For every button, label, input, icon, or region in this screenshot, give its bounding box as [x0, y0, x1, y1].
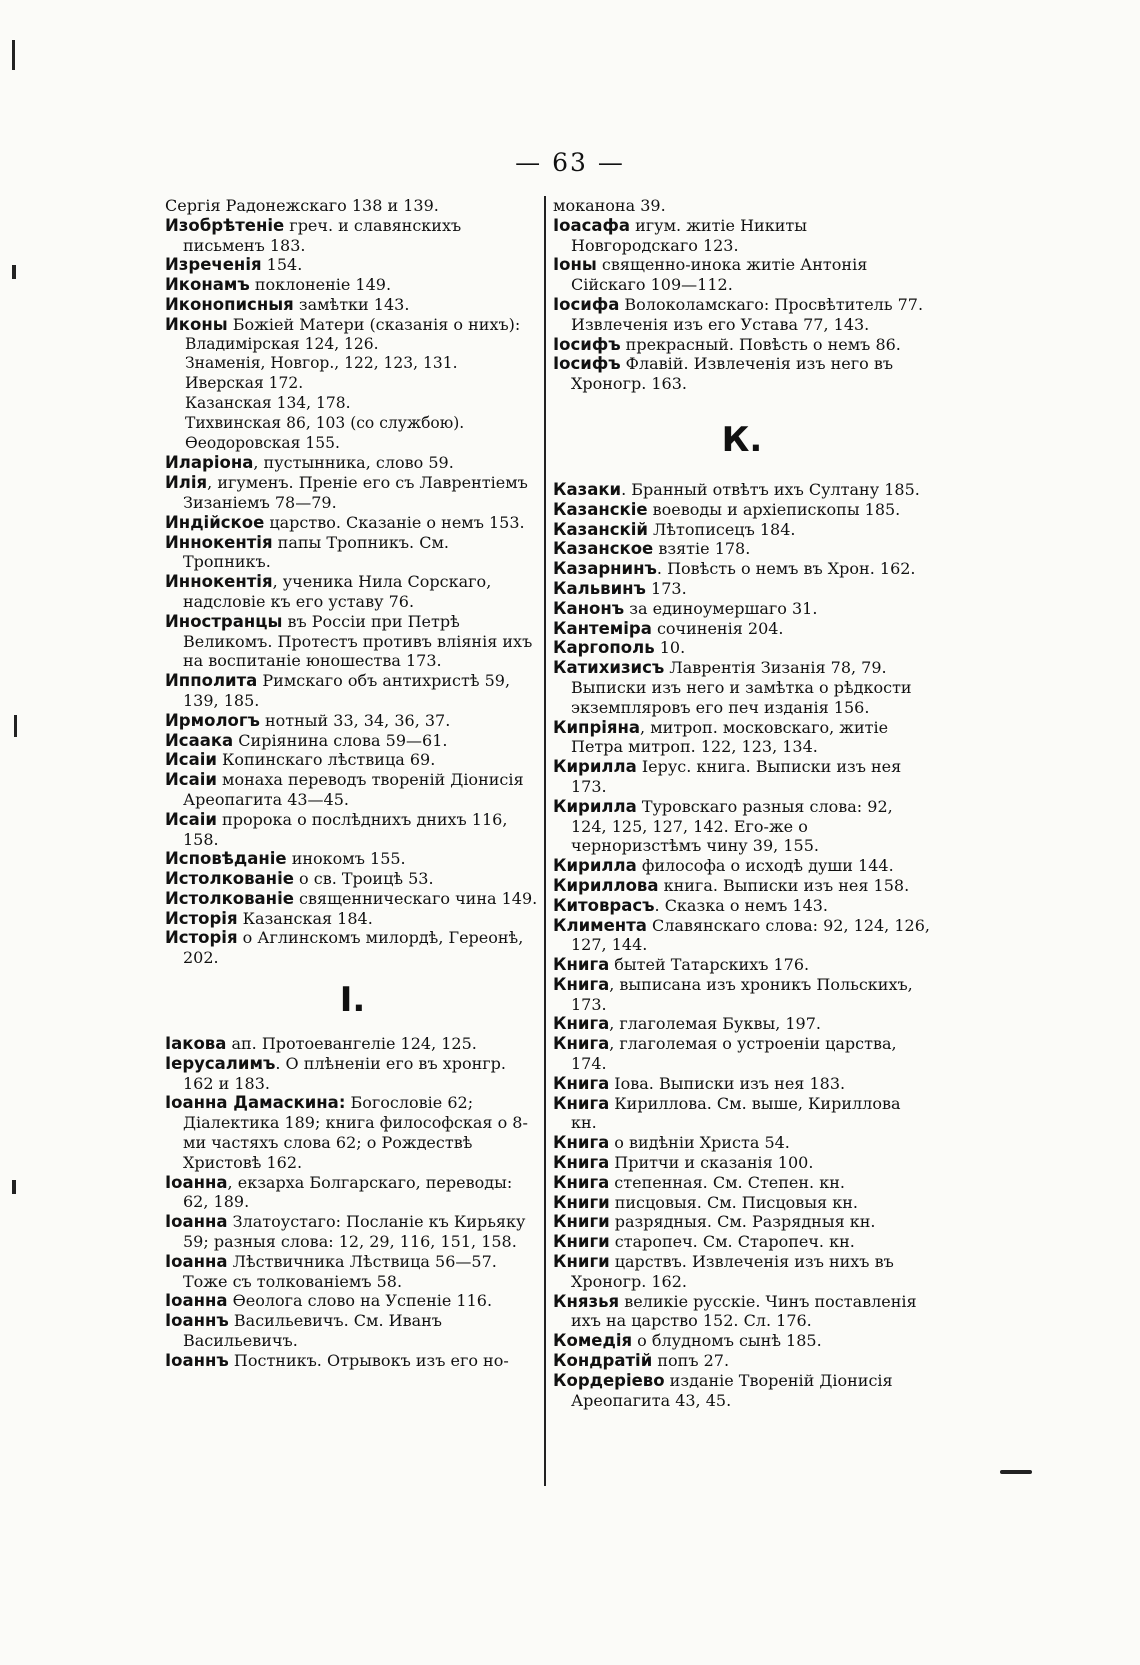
entry-text: сочиненія 204.	[651, 618, 784, 638]
entry-text: Казанская 184.	[237, 908, 373, 928]
index-entry	[553, 955, 931, 975]
index-entry	[553, 718, 931, 758]
entry-text: , игуменъ. Преніе его съ Лаврентіемъ Зизаніемъ 78—79.	[183, 473, 528, 512]
index-entry	[553, 539, 931, 559]
entry-text: Васильевичъ. См. Иванъ Васильевичъ.	[183, 1311, 442, 1351]
entry-headword: Іоаннъ	[165, 1350, 229, 1370]
entry-headword: Исаіи	[165, 750, 217, 770]
entry-headword: Кантеміра	[553, 618, 652, 638]
entry-text: Лѣствичника Лѣствица 56—57. Тоже съ толкованіемъ 58.	[183, 1251, 497, 1291]
entry-headword: Казанскій	[553, 519, 648, 539]
entry-headword: Іоасафа	[553, 215, 631, 235]
index-entry	[553, 196, 931, 216]
entry-headword: Иконамъ	[165, 275, 250, 295]
index-entry	[165, 750, 540, 770]
entry-text: взятіе 178.	[653, 539, 751, 559]
entry-headword: Кальвинъ	[553, 578, 646, 598]
entry-headword: Книга	[553, 1093, 610, 1113]
entry-text: философа о исходѣ души 144.	[636, 856, 894, 876]
index-entry	[553, 916, 931, 956]
entry-headword: Казанскіе	[553, 499, 648, 519]
index-entry	[165, 196, 540, 216]
scan-mark	[1000, 1470, 1032, 1474]
entry-headword: Истолкованіе	[165, 869, 294, 889]
entry-text: Сиріянина слова 59—61.	[233, 730, 448, 750]
entry-headword: Книги	[553, 1232, 610, 1252]
entry-headword: Исаіи	[165, 809, 217, 829]
entry-headword: Іоанна	[165, 1251, 228, 1271]
entry-headword: Книга	[553, 1153, 610, 1173]
entry-headword: Книга	[553, 1073, 610, 1093]
index-entry	[165, 255, 540, 275]
entry-text: Волоколамскаго: Просвѣтитель 77. Извлеченія изъ его Устава 77, 143.	[571, 294, 924, 334]
scan-mark	[12, 1180, 16, 1194]
index-entry	[165, 1351, 540, 1371]
index-entry	[553, 335, 931, 355]
entry-text: , митроп. московскаго, житіе Петра митроп. 122, 123, 134.	[571, 717, 889, 757]
entry-headword: Иконописныя	[165, 294, 294, 314]
entry-headword: Книги	[553, 1252, 610, 1272]
entry-text: старопеч. См. Старопеч. кн.	[609, 1232, 855, 1252]
entry-text: . Бранный отвѣтъ ихъ Султану 185.	[621, 479, 920, 499]
entry-text: о Аглинскомъ милордѣ, Гереонѣ, 202.	[183, 928, 524, 968]
section-letter-k: К.	[721, 419, 763, 460]
entry-text: Тихвинская 86, 103 (со службою).	[185, 413, 465, 432]
entry-headword: Климента	[553, 915, 647, 935]
index-entry	[165, 453, 540, 473]
entry-text: 10.	[654, 638, 686, 658]
entry-headword: Истолкованіе	[165, 888, 294, 908]
entry-text: греч. и славянскихъ письменъ 183.	[183, 215, 462, 255]
entry-text: Іова. Выписки изъ нея 183.	[609, 1073, 846, 1093]
index-entry	[165, 1054, 540, 1094]
entry-headword: Казанское	[553, 539, 654, 559]
entry-text: Притчи и сказанія 100.	[609, 1153, 814, 1173]
index-entry	[553, 559, 931, 579]
index-entry	[553, 1133, 931, 1153]
index-entry	[165, 928, 540, 968]
index-entry	[165, 513, 540, 533]
index-entry	[553, 1351, 931, 1371]
entry-text: въ Россіи при Петрѣ Великомъ. Протестъ противъ вліянія ихъ на воспитаніе юношества 173.	[183, 611, 533, 671]
entry-text: Ѳеодоровская 155.	[185, 433, 340, 452]
entry-headword: Іоанна	[165, 1291, 228, 1311]
column-divider	[544, 196, 546, 1486]
index-entry	[553, 619, 931, 639]
entry-headword: Канонъ	[553, 598, 625, 618]
entry-headword: Илія	[165, 473, 208, 493]
index-entry	[553, 1173, 931, 1193]
entry-headword: Книга	[553, 1133, 610, 1153]
entry-text: попъ 27.	[652, 1351, 730, 1371]
entry-text: инокомъ 155.	[286, 849, 406, 869]
entry-headword: Іерусалимъ	[165, 1053, 276, 1073]
entry-headword: Комедія	[553, 1331, 633, 1351]
index-entry	[553, 638, 931, 658]
entry-text: Богословіе 62; Діалектика 189; книга философская о 8-ми частяхъ слова 62; о Рождествѣ Христовѣ 162.	[183, 1093, 528, 1172]
entry-text: Знаменія, Новгор., 122, 123, 131.	[185, 354, 458, 373]
entry-headword: Іоанна	[165, 1172, 228, 1192]
entry-text: священно-инока житіе Антонія Сійскаго 109—112.	[571, 255, 868, 295]
index-entry	[165, 533, 540, 573]
index-entry	[165, 810, 540, 850]
index-entry	[553, 1371, 931, 1411]
entry-headword: Іоны	[553, 255, 597, 275]
index-entry	[165, 374, 540, 394]
index-entry	[165, 216, 540, 256]
entry-text: царство. Сказаніе о немъ 153.	[264, 512, 525, 532]
entry-text: . Повѣсть о немъ въ Хрон. 162.	[656, 559, 916, 579]
index-entry	[553, 1193, 931, 1213]
entry-text: Лаврентія Зизанія 78, 79. Выписки изъ него и замѣтка о рѣдкости экземпляровъ его печ изданія 156.	[571, 658, 912, 717]
entry-text: Іерус. книга. Выписки изъ нея 173.	[571, 757, 902, 796]
entry-headword: Индійское	[165, 512, 265, 532]
index-entry	[553, 975, 931, 1015]
entry-text: Златоустаго: Посланіе къ Кирьяку 59; разныя слова: 12, 29, 116, 151, 158.	[183, 1212, 526, 1252]
index-entry	[553, 896, 931, 916]
entry-headword: Казарнинъ	[553, 559, 657, 579]
index-entry	[165, 1311, 540, 1351]
entry-headword: Іоанна	[165, 1212, 228, 1232]
entry-text: . О плѣненіи его въ хронгр. 162 и 183.	[183, 1053, 506, 1093]
index-entry	[553, 1232, 931, 1252]
entry-headword: Кириллова	[553, 875, 659, 895]
entry-text: Кириллова. См. выше, Кириллова кн.	[571, 1093, 901, 1133]
index-entry	[553, 1034, 931, 1074]
index-entry	[165, 335, 540, 355]
entry-text: ап. Протоевангеліе 124, 125.	[226, 1034, 477, 1054]
entry-headword: Іакова	[165, 1034, 227, 1054]
index-entry	[553, 295, 931, 335]
index-entry	[165, 1093, 540, 1172]
entry-text: Божіей Матери (сказанія о нихъ):	[227, 314, 521, 334]
index-entry	[165, 434, 540, 454]
index-entry	[165, 1173, 540, 1213]
index-entry	[165, 354, 540, 374]
index-entry	[165, 849, 540, 869]
entry-text: воеводы и архіепископы 185.	[647, 499, 901, 519]
left-column	[165, 196, 540, 1371]
index-entry	[553, 1153, 931, 1173]
index-entry	[165, 1291, 540, 1311]
index-entry	[553, 1212, 931, 1232]
entry-text: писцовыя. См. Писцовыя кн.	[609, 1192, 858, 1212]
entry-headword: Иностранцы	[165, 611, 283, 631]
page-number: — 63 —	[515, 148, 625, 177]
entry-text: Иверская 172.	[185, 374, 304, 393]
index-entry	[165, 1252, 540, 1292]
entry-headword: Іосифъ	[553, 334, 621, 354]
index-entry	[553, 757, 931, 797]
entry-headword: Исаака	[165, 730, 234, 750]
entry-headword: Кипріяна	[553, 717, 641, 737]
index-entry	[165, 315, 540, 335]
entry-headword: Иларіона	[165, 453, 254, 473]
entry-headword: Исторія	[165, 908, 238, 928]
entry-text: Туровскаго разныя слова: 92, 124, 125, 127, 142. Его-же о черноризстѣмъ чину 39, 155.	[571, 796, 893, 856]
entry-text: Лѣтописецъ 184.	[647, 519, 796, 539]
entry-headword: Иконы	[165, 314, 228, 334]
entry-headword: Іоаннъ	[165, 1311, 229, 1331]
entry-text: поклоненіе 149.	[249, 275, 392, 295]
entry-text: Казанская 134, 178.	[185, 393, 351, 412]
entry-headword: Казаки	[553, 479, 622, 499]
entry-headword: Іоанна Дамаскина:	[165, 1093, 346, 1113]
index-entry	[165, 473, 540, 513]
entries-i-decimal	[165, 1034, 540, 1371]
index-entry	[165, 275, 540, 295]
entry-text: великіе русскіе. Чинъ поставленія ихъ на царство 152. Сл. 176.	[571, 1291, 917, 1331]
entry-text: , ученика Нила Сорскаго, надсловіе къ его уставу 76.	[183, 572, 492, 611]
entry-text: Копинскаго лѣствица 69.	[216, 750, 436, 770]
entry-text: о блудномъ сынѣ 185.	[632, 1331, 822, 1351]
entry-text: папы Тропникъ. См. Тропникъ.	[183, 532, 449, 572]
index-entry	[165, 869, 540, 889]
index-entry	[553, 216, 931, 256]
entry-text: книга. Выписки изъ нея 158.	[658, 875, 910, 895]
entry-headword: Исповѣданіе	[165, 849, 287, 869]
index-entry	[553, 1252, 931, 1292]
entry-text: о св. Троицѣ 53.	[293, 869, 434, 889]
index-entry	[553, 579, 931, 599]
entry-text: Постникъ. Отрывокъ изъ его но-	[228, 1350, 509, 1370]
entry-headword: Кондратій	[553, 1351, 653, 1371]
entry-text: бытей Татарскихъ 176.	[609, 955, 810, 975]
entry-headword: Исторія	[165, 928, 238, 948]
index-entry	[553, 1094, 931, 1134]
entry-text: разрядныя. См. Разрядныя кн.	[609, 1212, 876, 1232]
index-entry	[553, 480, 931, 500]
entry-headword: Китоврасъ	[553, 895, 655, 915]
index-entry	[165, 1212, 540, 1252]
entry-text: царствъ. Извлеченія изъ нихъ въ Хроногр. 162.	[571, 1252, 894, 1291]
entry-text: 173.	[645, 578, 687, 598]
entry-headword: Книги	[553, 1192, 610, 1212]
entry-headword: Князья	[553, 1291, 620, 1311]
entry-text: изданіе Твореній Діонисія Ареопагита 43, 45.	[571, 1370, 893, 1410]
entries-i-cyrillic	[165, 196, 540, 968]
entry-headword: Кордеріево	[553, 1370, 665, 1390]
entry-headword: Ипполита	[165, 671, 258, 691]
entry-text: 154.	[261, 255, 303, 275]
index-entry	[165, 889, 540, 909]
index-entry	[553, 1014, 931, 1034]
entry-headword: Книга	[553, 1034, 610, 1054]
index-entry	[165, 770, 540, 810]
index-entry	[553, 1292, 931, 1332]
entry-headword: Кирилла	[553, 856, 637, 876]
entry-headword: Книга	[553, 1172, 610, 1192]
index-entry	[165, 612, 540, 671]
entry-headword: Исаіи	[165, 770, 217, 790]
entry-text: , екзарха Болгарскаго, переводы: 62, 189.	[183, 1172, 513, 1212]
entry-headword: Катихизисъ	[553, 658, 665, 678]
index-entry	[165, 711, 540, 731]
entry-text: священническаго чина 149.	[293, 888, 538, 908]
entry-headword: Книга	[553, 1014, 610, 1034]
entry-headword: Кирилла	[553, 796, 637, 816]
index-entry	[165, 414, 540, 434]
entry-text: Сергія Радонежскаго 138 и 139.	[165, 196, 439, 215]
index-entry	[165, 394, 540, 414]
index-entry	[165, 909, 540, 929]
entry-text: , пустынника, слово 59.	[253, 453, 454, 473]
scan-mark	[12, 40, 15, 70]
entry-text: Флавій. Извлеченія изъ него въ Хроногр. 163.	[571, 354, 894, 394]
entry-headword: Книга	[553, 974, 610, 994]
scan-mark	[12, 265, 16, 279]
entries-i-decimal-continued	[553, 196, 931, 394]
entry-headword: Ирмологъ	[165, 710, 260, 730]
index-entry	[553, 797, 931, 856]
index-entry	[553, 255, 931, 295]
index-entry	[165, 295, 540, 315]
entry-text: моканона 39.	[553, 196, 666, 215]
entry-headword: Иннокентія	[165, 532, 273, 552]
index-entry	[553, 1331, 931, 1351]
index-entry	[553, 599, 931, 619]
entry-text: Римскаго объ антихристѣ 59, 139, 185.	[183, 671, 511, 710]
index-entry	[553, 1074, 931, 1094]
entry-text: , выписана изъ хроникъ Польскихъ, 173.	[571, 974, 913, 1014]
entry-text: степенная. См. Степен. кн.	[609, 1172, 845, 1192]
index-entry	[165, 731, 540, 751]
index-entry	[165, 572, 540, 612]
entry-text: . Сказка о немъ 143.	[654, 895, 829, 915]
entry-headword: Книги	[553, 1212, 610, 1232]
entry-headword: Книга	[553, 955, 610, 975]
entry-text: , глаголемая Буквы, 197.	[609, 1014, 821, 1034]
index-entry	[553, 520, 931, 540]
entry-headword: Іосифа	[553, 294, 620, 314]
index-entry	[165, 1034, 540, 1054]
scan-mark	[14, 715, 17, 737]
index-entry	[165, 671, 540, 711]
entry-text: о видѣніи Христа 54.	[609, 1133, 790, 1153]
entry-text: замѣтки 143.	[293, 294, 410, 314]
entries-k	[553, 480, 931, 1410]
entry-headword: Изреченія	[165, 255, 262, 275]
section-letter-i: I.	[339, 980, 366, 1021]
index-entry	[553, 856, 931, 876]
entry-text: игум. житіе Никиты Новгородскаго 123.	[571, 215, 807, 255]
entry-text: монаха переводъ твореній Діонисія Ареопагита 43—45.	[183, 770, 524, 809]
entry-headword: Кирилла	[553, 757, 637, 777]
entry-headword: Иннокентія	[165, 572, 273, 592]
index-entry	[553, 876, 931, 896]
entry-text: за единоумершаго 31.	[624, 598, 818, 618]
index-entry	[553, 500, 931, 520]
index-entry	[553, 658, 931, 717]
entry-text: Владимірская 124, 126.	[185, 334, 379, 353]
entry-headword: Іосифъ	[553, 354, 621, 374]
index-entry	[553, 354, 931, 394]
right-column	[553, 196, 931, 1410]
entry-text: прекрасный. Повѣсть о немъ 86.	[620, 334, 901, 354]
entry-text: Славянскаго слова: 92, 124, 126, 127, 144.	[571, 915, 930, 955]
entry-headword: Каргополь	[553, 638, 655, 658]
entry-text: Ѳеолога слово на Успеніе 116.	[227, 1291, 493, 1311]
entry-headword: Изобрѣтеніе	[165, 215, 285, 235]
entry-text: , глаголемая о устроеніи царства, 174.	[571, 1034, 897, 1074]
entry-text: нотный 33, 34, 36, 37.	[259, 710, 451, 730]
entry-text: пророка о послѣднихъ днихъ 116, 158.	[183, 809, 508, 849]
